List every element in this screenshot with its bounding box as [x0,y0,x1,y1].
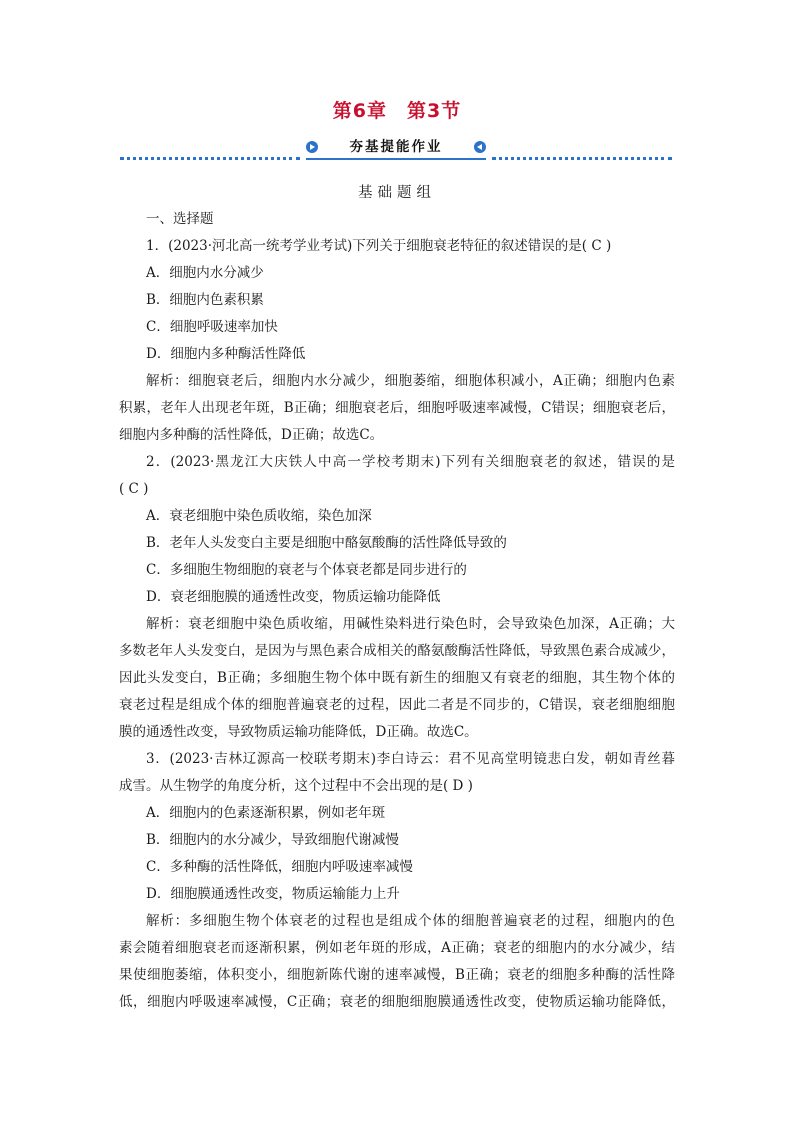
option-a: A．细胞内的色素逐渐积累，例如老年斑 [146,805,386,821]
question-3 [119,746,675,1016]
analysis-line: 衰老过程是组成个体的细胞普遍衰老的过程，因此二者是不同步的，C错误，衰老细胞细胞 [119,697,675,713]
question-stem-answer: ( C ) [119,481,149,497]
option-b: B．老年人头发变白主要是细胞中酪氨酸酶的活性降低导致的 [146,535,507,551]
dotted-divider-right [492,157,672,160]
option-c: C．细胞呼吸速率加快 [146,319,278,335]
homework-banner-row [120,136,672,160]
option-d: D．细胞膜通透性改变，物质运输能力上升 [146,886,400,902]
analysis-line: 解析：多细胞生物个体衰老的过程也是组成个体的细胞普遍衰老的过程，细胞内的色 [146,913,675,929]
chapter-title: 第6章 第3节 [332,100,462,122]
analysis-line: 果使细胞萎缩，体积变小，细胞新陈代谢的速率减慢，B正确；衰老的细胞多种酶的活性降 [119,967,675,983]
analysis-line: 细胞内多种酶的活性降低，D正确；故选C。 [119,427,384,443]
option-d: D．衰老细胞膜的通透性改变，物质运输功能降低 [146,589,441,605]
question-list [119,206,675,1016]
arrow-right-icon [306,141,318,153]
analysis-line: 解析：细胞衰老后，细胞内水分减少，细胞萎缩，细胞体积减小，A正确；细胞内色素 [146,373,675,389]
option-c: C．多种酶的活性降低，细胞内呼吸速率减慢 [146,859,413,875]
option-b: B．细胞内的水分减少，导致细胞代谢减慢 [146,832,399,848]
question-stem: 2．(2023·黑龙江大庆铁人中高一学校考期末)下列有关细胞衰老的叙述，错误的是 [146,454,675,470]
analysis-line: 多数老年人头发变白，是因为与黑色素合成相关的酪氨酸酶活性降低，导致黑色素合成减少， [119,643,675,659]
analysis-line: 积累，老年人出现老年斑，B正确；细胞衰老后，细胞呼吸速率减慢，C错误；细胞衰老后， [119,400,675,416]
question-stem: 成雪。从生物学的角度分析，这个过程中不会出现的是( D ) [119,778,473,794]
analysis-line: 因此头发变白，B正确；多细胞生物个体中既有新生的细胞又有衰老的细胞，其生物个体的 [119,670,675,686]
option-b: B．细胞内色素积累 [146,292,264,308]
analysis-line: 素会随着细胞衰老而逐渐积累，例如老年斑的形成，A正确；衰老的细胞内的水分减少，结 [119,940,675,956]
analysis-line: 低，细胞内呼吸速率减慢，C正确；衰老的细胞细胞膜通透性改变，使物质运输功能降低， [119,994,675,1010]
question-stem: 3．(2023·吉林辽源高一校联考期末)李白诗云：君不见高堂明镜悲白发，朝如青丝暮 [146,751,675,767]
option-d: D．细胞内多种酶活性降低 [146,346,306,362]
arrow-left-icon [474,141,486,153]
question-2 [119,449,675,746]
option-c: C．多细胞生物细胞的衰老与个体衰老都是同步进行的 [146,562,467,578]
banner-label: 夯基提能作业 [349,139,443,155]
option-a: A．衰老细胞中染色质收缩，染色加深 [146,508,372,524]
homework-banner [306,136,486,160]
question-1 [119,233,675,449]
question-stem: 1．(2023·河北高一统考学业考试)下列关于细胞衰老特征的叙述错误的是( C ) [146,238,612,254]
dotted-divider-left [120,157,300,160]
part-label: 一、选择题 [146,211,214,227]
analysis-line: 解析：衰老细胞中染色质收缩，用碱性染料进行染色时，会导致染色加深，A正确；大 [146,616,675,632]
section-title: 基础题组 [358,185,436,201]
option-a: A．细胞内水分减少 [146,265,264,281]
analysis-line: 膜的通透性改变，导致物质运输功能降低，D正确。故选C。 [119,724,478,740]
